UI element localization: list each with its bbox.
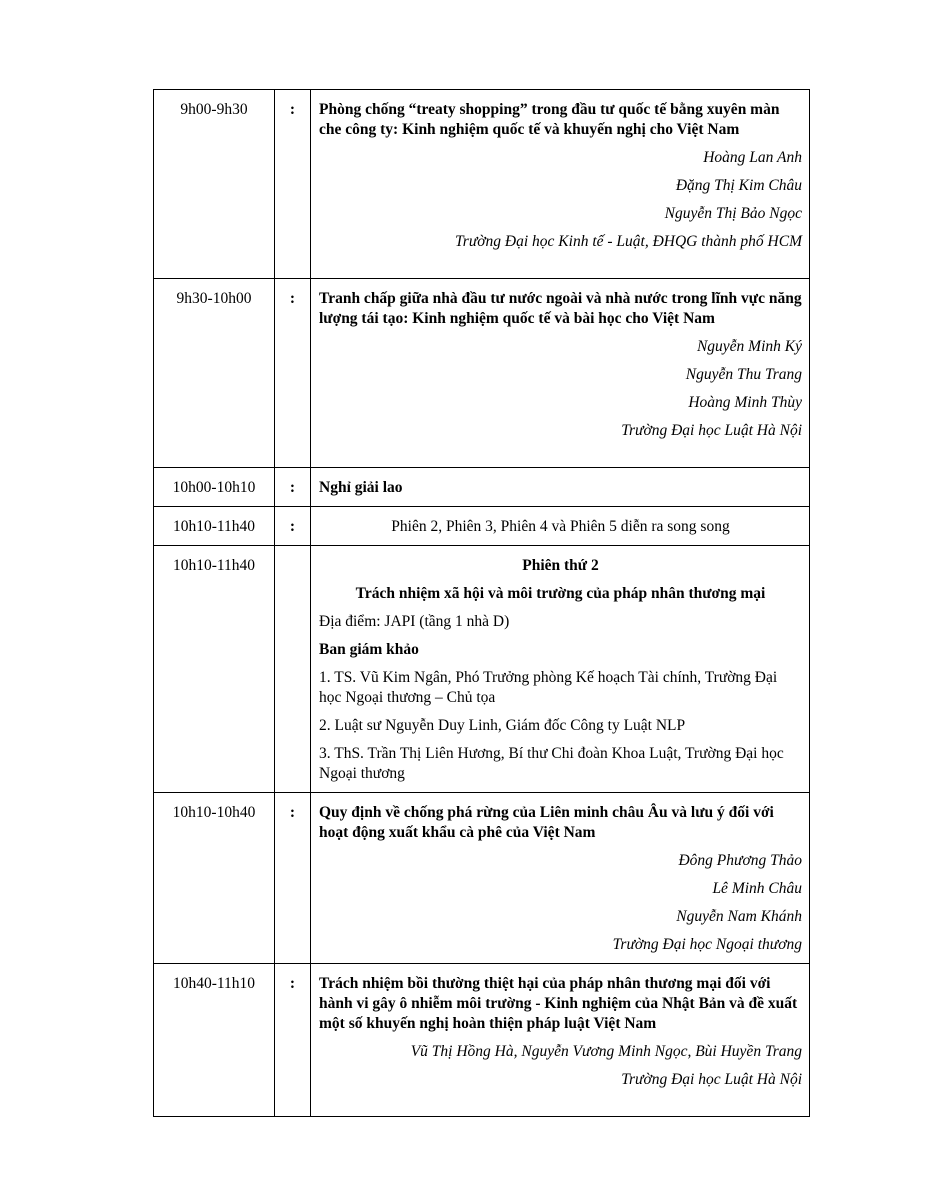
table-row: [154, 793, 810, 964]
time-cell: 10h10-10h40: [154, 793, 275, 964]
jury-member: 3. ThS. Trần Thị Liên Hương, Bí thư Chi đoàn Khoa Luật, Trường Đại học Ngoại thương: [319, 745, 784, 782]
time-cell: 10h10-11h40: [154, 507, 275, 546]
affiliation: Trường Đại học Ngoại thương: [612, 936, 802, 953]
break-cell: [311, 468, 810, 507]
table-row: [154, 964, 810, 1117]
jury-heading: Ban giám khảo: [319, 641, 419, 658]
talk-cell: [311, 90, 810, 279]
colon-cell: :: [275, 964, 311, 1117]
venue: Địa điểm: JAPI (tầng 1 nhà D): [319, 613, 510, 630]
author: Hoàng Lan Anh: [703, 149, 802, 166]
time-cell: 10h10-11h40: [154, 546, 275, 793]
table-row: [154, 90, 810, 279]
colon-cell: :: [275, 90, 311, 279]
talk-title: Trách nhiệm bồi thường thiệt hại của pháp nhân thương mại đối với hành vi gây ô nhiễm môi trường - Kinh nghiệm của Nhật Bản và đề xuất một số khuyến nghị hoàn thiện pháp luật Việt Nam: [319, 975, 798, 1032]
affiliation: Trường Đại học Luật Hà Nội: [621, 1071, 802, 1088]
talk-title: Phòng chống “treaty shopping” trong đầu tư quốc tế bằng xuyên màn che công ty: Kinh nghiệm quốc tế và khuyến nghị cho Việt Nam: [319, 101, 780, 138]
author: Đông Phương Thảo: [678, 852, 802, 869]
author: Lê Minh Châu: [712, 880, 802, 897]
table-row: [154, 279, 810, 468]
parallel-note-cell: [311, 507, 810, 546]
jury-member: 1. TS. Vũ Kim Ngân, Phó Trưởng phòng Kế hoạch Tài chính, Trường Đại học Ngoại thương – Chủ tọa: [319, 669, 778, 706]
colon-cell: :: [275, 793, 311, 964]
time-cell: 9h00-9h30: [154, 90, 275, 279]
programme-table: [153, 89, 810, 1117]
parallel-note: Phiên 2, Phiên 3, Phiên 4 và Phiên 5 diễn ra song song: [391, 518, 730, 535]
talk-cell: [311, 279, 810, 468]
session-topic: Trách nhiệm xã hội và môi trường của pháp nhân thương mại: [355, 585, 766, 602]
break-title: Nghỉ giải lao: [319, 479, 403, 496]
author: Nguyễn Minh Ký: [696, 338, 802, 355]
session-label: Phiên thứ 2: [522, 557, 599, 574]
talk-title: Tranh chấp giữa nhà đầu tư nước ngoài và nhà nước trong lĩnh vực năng lượng tái tạo: Kinh nghiệm quốc tế và bài học cho Việt Nam: [319, 290, 802, 327]
time-cell: 10h00-10h10: [154, 468, 275, 507]
table-row: [154, 507, 810, 546]
session-cell: [311, 546, 810, 793]
table-row: [154, 546, 810, 793]
author: Vũ Thị Hồng Hà, Nguyễn Vương Minh Ngọc, Bùi Huyền Trang: [410, 1043, 802, 1060]
author: Nguyễn Nam Khánh: [676, 908, 802, 925]
affiliation: Trường Đại học Kinh tế - Luật, ĐHQG thành phố HCM: [455, 233, 802, 250]
table-row: [154, 468, 810, 507]
colon-cell: [275, 546, 311, 793]
colon-cell: :: [275, 468, 311, 507]
time-cell: 10h40-11h10: [154, 964, 275, 1117]
talk-cell: [311, 964, 810, 1117]
author: Hoàng Minh Thùy: [688, 394, 802, 411]
talk-title: Quy định về chống phá rừng của Liên minh châu Âu và lưu ý đối với hoạt động xuất khẩu cà phê của Việt Nam: [319, 804, 774, 841]
colon-cell: :: [275, 507, 311, 546]
author: Nguyễn Thu Trang: [685, 366, 802, 383]
colon-cell: :: [275, 279, 311, 468]
author: Nguyễn Thị Bảo Ngọc: [664, 205, 802, 222]
time-cell: 9h30-10h00: [154, 279, 275, 468]
jury-member: 2. Luật sư Nguyễn Duy Linh, Giám đốc Công ty Luật NLP: [319, 717, 686, 734]
affiliation: Trường Đại học Luật Hà Nội: [621, 422, 802, 439]
author: Đặng Thị Kim Châu: [675, 177, 802, 194]
talk-cell: [311, 793, 810, 964]
